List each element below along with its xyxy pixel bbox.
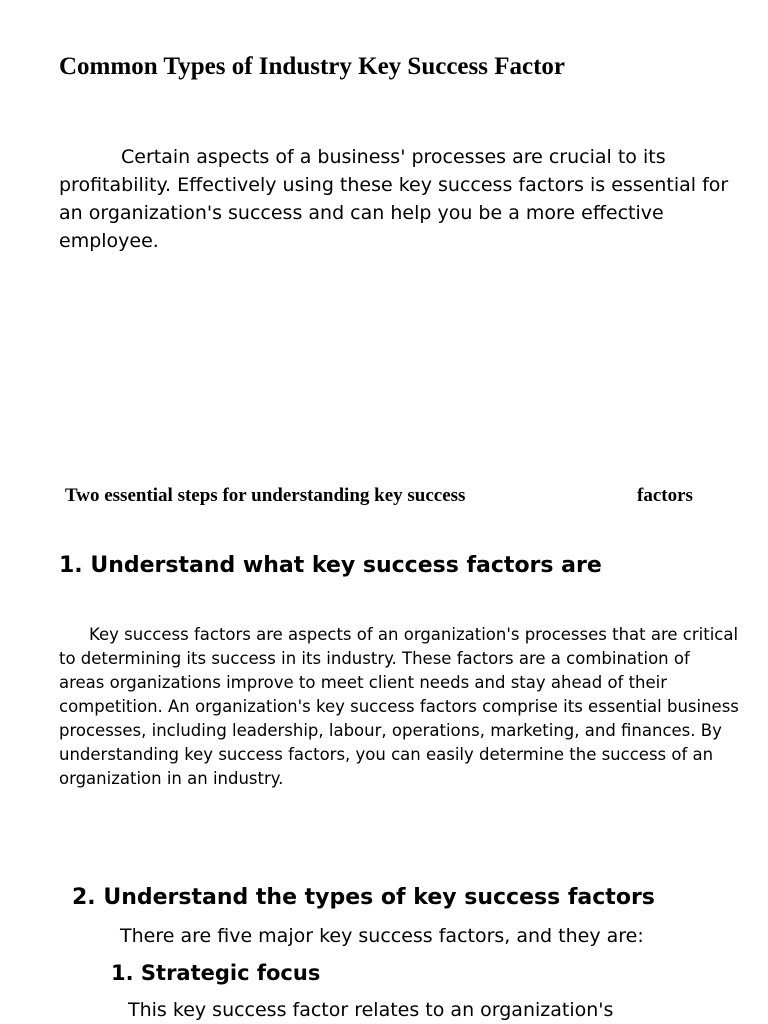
step1-body: Key success factors are aspects of an organization's processes that are critical to determining its success in its industry. These factors are a combination of areas organizations improve to meet client needs and stay ahead of their competition. An organization's key success factors comprise its essential business processes, including leadership, labour, operations, marketing, and finances. By understanding key success factors, you can easily determine the success of an organization in an industry.: [59, 625, 739, 788]
document-title: Common Types of Industry Key Success Factor: [59, 53, 566, 80]
strategic-focus-body: This key success factor relates to an organization's: [128, 999, 614, 1021]
intro-paragraph: Certain aspects of a business' processes are crucial to its profitability. Effectively using these key success factors is essential for an organization's success and can help you be a more effective employee.: [59, 146, 729, 252]
step2-heading: 2. Understand the types of key success factors: [72, 885, 655, 910]
steps-heading-main: Two essential steps for understanding key success: [65, 485, 466, 506]
strategic-focus-heading: 1. Strategic focus: [111, 961, 321, 985]
steps-heading-tail: factors: [637, 485, 693, 506]
step1-heading: 1. Understand what key success factors are: [59, 553, 602, 578]
step2-intro: There are five major key success factors, and they are:: [120, 925, 644, 947]
